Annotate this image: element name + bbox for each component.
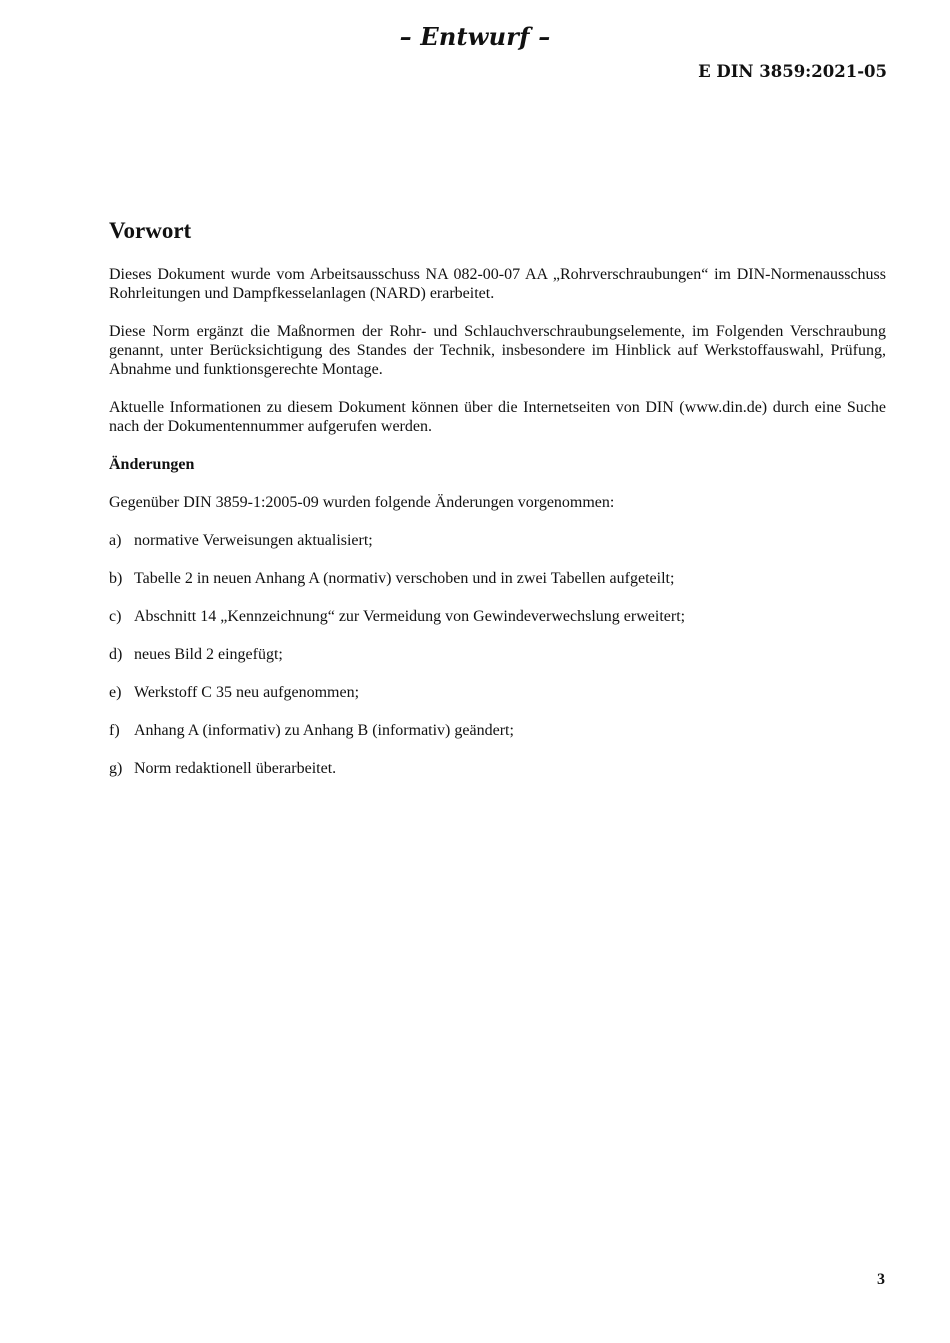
list-marker: g) bbox=[109, 760, 123, 777]
paragraph-scope: Diese Norm ergänzt die Maßnormen der Rohr- und Schlauchverschraubungselemente, im Folgenden Verschraubung genannt, unter Berücksichtigung des Standes der Technik, insbesondere im Hinblick auf Werkstoffauswahl, Prüfung, Abnahme und funktionsgerechte Montage. bbox=[109, 323, 886, 378]
document-id: E DIN 3859:2021-05 bbox=[698, 62, 887, 81]
list-marker: c) bbox=[109, 608, 122, 625]
list-marker: f) bbox=[109, 722, 120, 739]
list-item bbox=[109, 607, 886, 626]
list-item-text: Norm redaktionell überarbeitet. bbox=[134, 760, 337, 777]
list-item bbox=[109, 569, 886, 588]
draft-watermark-title: – Entwurf – bbox=[399, 22, 551, 51]
paragraph-committee: Dieses Dokument wurde vom Arbeitsausschuss NA 082-00-07 AA „Rohrverschraubungen“ im DIN-Normenausschuss Rohrleitungen und Dampfkesselanlagen (NARD) erarbeitet. bbox=[109, 266, 886, 302]
list-item bbox=[109, 531, 886, 550]
list-item bbox=[109, 645, 886, 664]
list-item-text: Anhang A (informativ) zu Anhang B (informativ) geändert; bbox=[134, 722, 514, 739]
list-item bbox=[109, 721, 886, 740]
list-item-text: neues Bild 2 eingefügt; bbox=[134, 646, 283, 663]
list-marker: e) bbox=[109, 684, 122, 701]
changes-heading: Änderungen bbox=[109, 456, 195, 473]
list-marker: d) bbox=[109, 646, 123, 663]
document-body bbox=[109, 216, 886, 797]
list-marker: b) bbox=[109, 570, 123, 587]
list-item-text: Abschnitt 14 „Kennzeichnung“ zur Vermeidung von Gewindeverwechslung erweitert; bbox=[134, 608, 686, 625]
page-number: 3 bbox=[877, 1271, 885, 1288]
list-item bbox=[109, 759, 886, 778]
list-item-text: normative Verweisungen aktualisiert; bbox=[134, 532, 373, 549]
list-item-text: Werkstoff C 35 neu aufgenommen; bbox=[134, 684, 360, 701]
list-marker: a) bbox=[109, 532, 122, 549]
paragraph-information: Aktuelle Informationen zu diesem Dokument können über die Internetseiten von DIN (www.din.de) durch eine Suche nach der Dokumentennummer aufgerufen werden. bbox=[109, 399, 886, 435]
list-item-text: Tabelle 2 in neuen Anhang A (normativ) verschoben und in zwei Tabellen aufgeteilt; bbox=[134, 570, 675, 587]
changes-intro: Gegenüber DIN 3859-1:2005-09 wurden folgende Änderungen vorgenommen: bbox=[109, 494, 615, 511]
changes-list bbox=[109, 531, 886, 778]
section-title: Vorwort bbox=[109, 218, 192, 243]
list-item bbox=[109, 683, 886, 702]
